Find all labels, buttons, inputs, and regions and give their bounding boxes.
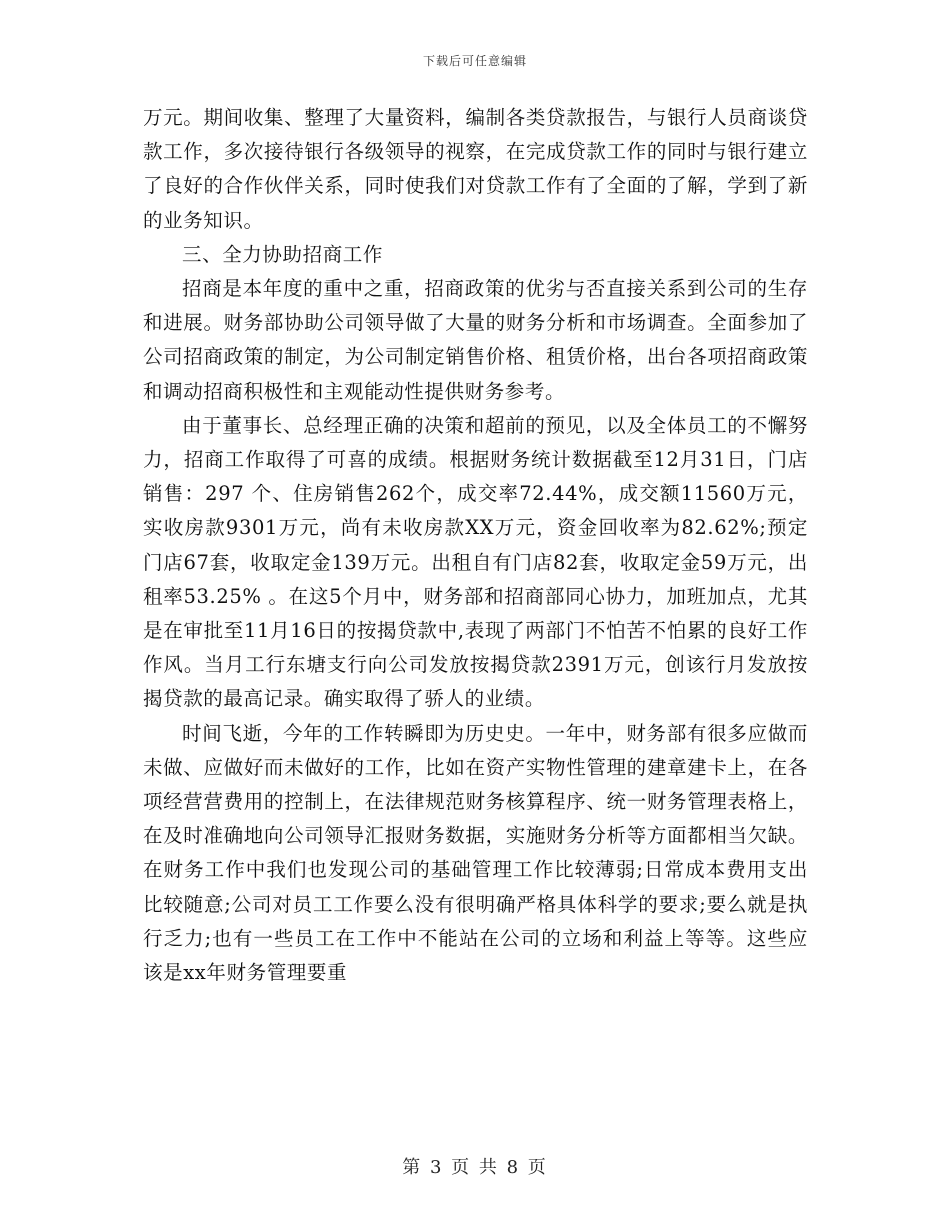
paragraph-investment-policy: 招商是本年度的重中之重，招商政策的优劣与否直接关系到公司的生存和进展。财务部协助公司领导做了大量的财务分析和市场调查。全面参加了公司招商政策的制定，为公司制定销售价格、租赁价格，出台各项招商政策和调动招商积极性和主观能动性提供财务参考。 xyxy=(143,277,808,403)
header-note: 下载后可任意编辑 xyxy=(422,54,527,68)
document-body xyxy=(143,101,808,990)
paragraph-sales-results: 由于董事长、总经理正确的决策和超前的预见，以及全体员工的不懈努力，招商工作取得了可喜的成绩。根据财务统计数据截至12月31日，门店销售：297 个、住房销售262个，成交率72.44%，成交额11560万元，实收房款9301万元，尚有未收房款XX万元，资金回收率为82.62%;预定门店67套，收取定金139万元。出租自有门店82套，收取定金59万元，出租率53.25% 。在这5个月中，财务部和招商部同心协力，加班加点，尤其是在审批至11月16日的按揭贷款中,表现了两部门不怕苦不怕累的良好工作作风。当月工行东塘支行向公司发放按揭贷款2391万元，创该行月发放按揭贷款的最高记录。确实取得了骄人的业绩。 xyxy=(143,413,808,711)
section-heading-investment: 三、全力协助招商工作 xyxy=(182,242,384,266)
paragraph-loan-work: 万元。期间收集、整理了大量资料，编制各类贷款报告，与银行人员商谈贷款工作，多次接待银行各级领导的视察，在完成贷款工作的同时与银行建立了良好的合作伙伴关系，同时使我们对贷款工作有了全面的了解，学到了新的业务知识。 xyxy=(143,106,808,232)
page-number-footer: 第 3 页 共 8 页 xyxy=(402,1157,548,1178)
paragraph-shortcomings: 时间飞逝，今年的工作转瞬即为历史史。一年中，财务部有很多应做而未做、应做好而未做好的工作，比如在资产实物性管理的建章建卡上，在各项经营营费用的控制上，在法律规范财务核算程序、统一财务管理表格上，在及时准确地向公司领导汇报财务数据，实施财务分析等方面都相当欠缺。在财务工作中我们也发现公司的基础管理工作比较薄弱;日常成本费用支出比较随意;公司对员工工作要么没有很明确严格具体科学的要求;要么就是执行乏力;也有一些员工在工作中不能站在公司的立场和利益上等等。这些应该是xx年财务管理要重 xyxy=(143,721,808,985)
